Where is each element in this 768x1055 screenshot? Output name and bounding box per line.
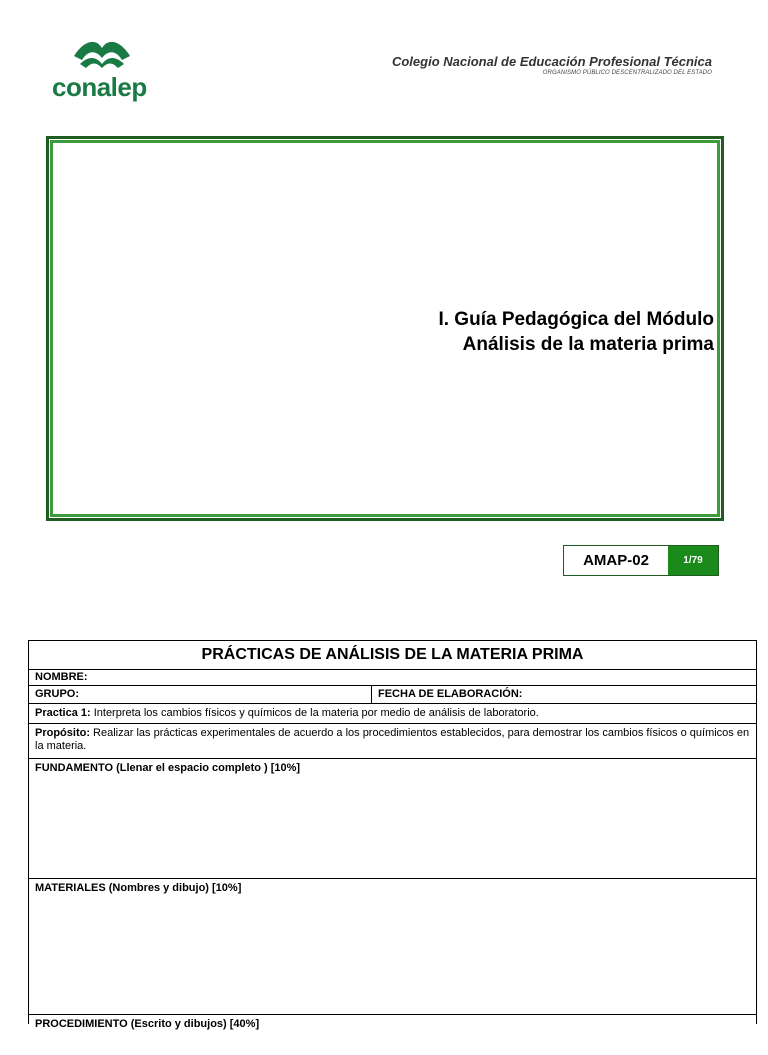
logo-text: conalep [52, 72, 147, 102]
materiales-label: MATERIALES (Nombres y dibujo) [10%] [35, 882, 242, 894]
fundamento-label: FUNDAMENTO (Llenar el espacio completo ) [10%] [35, 762, 301, 774]
fecha-field[interactable] [372, 686, 528, 703]
cover-title-line1: I. Guía Pedagógica del Módulo [438, 309, 714, 330]
conalep-emblem-icon [70, 34, 134, 74]
conalep-logo [52, 32, 162, 104]
grupo-field[interactable] [29, 686, 372, 703]
cover-title [438, 307, 714, 357]
page-number: 1/79 [668, 546, 718, 575]
nombre-label: NOMBRE: [35, 671, 88, 683]
cover-title-line2: Análisis de la materia prima [462, 334, 714, 355]
materiales-section[interactable] [29, 879, 756, 1015]
procedimiento-label: PROCEDIMIENTO (Escrito y dibujos) [40%] [35, 1018, 260, 1030]
grupo-fecha-row [29, 686, 756, 704]
fecha-label: FECHA DE ELABORACIÓN: [378, 688, 523, 700]
form-title: PRÁCTICAS DE ANÁLISIS DE LA MATERIA PRIMA [29, 641, 756, 670]
institution-header [392, 54, 712, 76]
fundamento-section[interactable] [29, 759, 756, 879]
proposito-label: Propósito: [35, 727, 90, 739]
nombre-field[interactable] [29, 670, 756, 686]
proposito-text: Realizar las prácticas experimentales de acuerdo a los procedimientos establecidos, para demostrar los cambios físicos o químicos en la materia. [35, 727, 750, 752]
cover-frame [46, 136, 724, 521]
procedimiento-section[interactable] [29, 1015, 756, 1055]
institution-name: Colegio Nacional de Educación Profesional Técnica [391, 54, 712, 69]
document-code: AMAP-02 [564, 546, 668, 575]
practica-text: Interpreta los cambios físicos y químicos de la materia por medio de análisis de laboratorio. [90, 707, 539, 719]
practice-form [28, 640, 757, 1030]
grupo-label: GRUPO: [35, 688, 79, 700]
practica-row [29, 704, 756, 724]
proposito-row [29, 724, 756, 759]
institution-subtitle: ORGANISMO PÚBLICO DESCENTRALIZADO DEL ESTADO [542, 70, 712, 76]
document-code-box [563, 545, 719, 576]
practica-label: Practica 1: [35, 707, 91, 719]
